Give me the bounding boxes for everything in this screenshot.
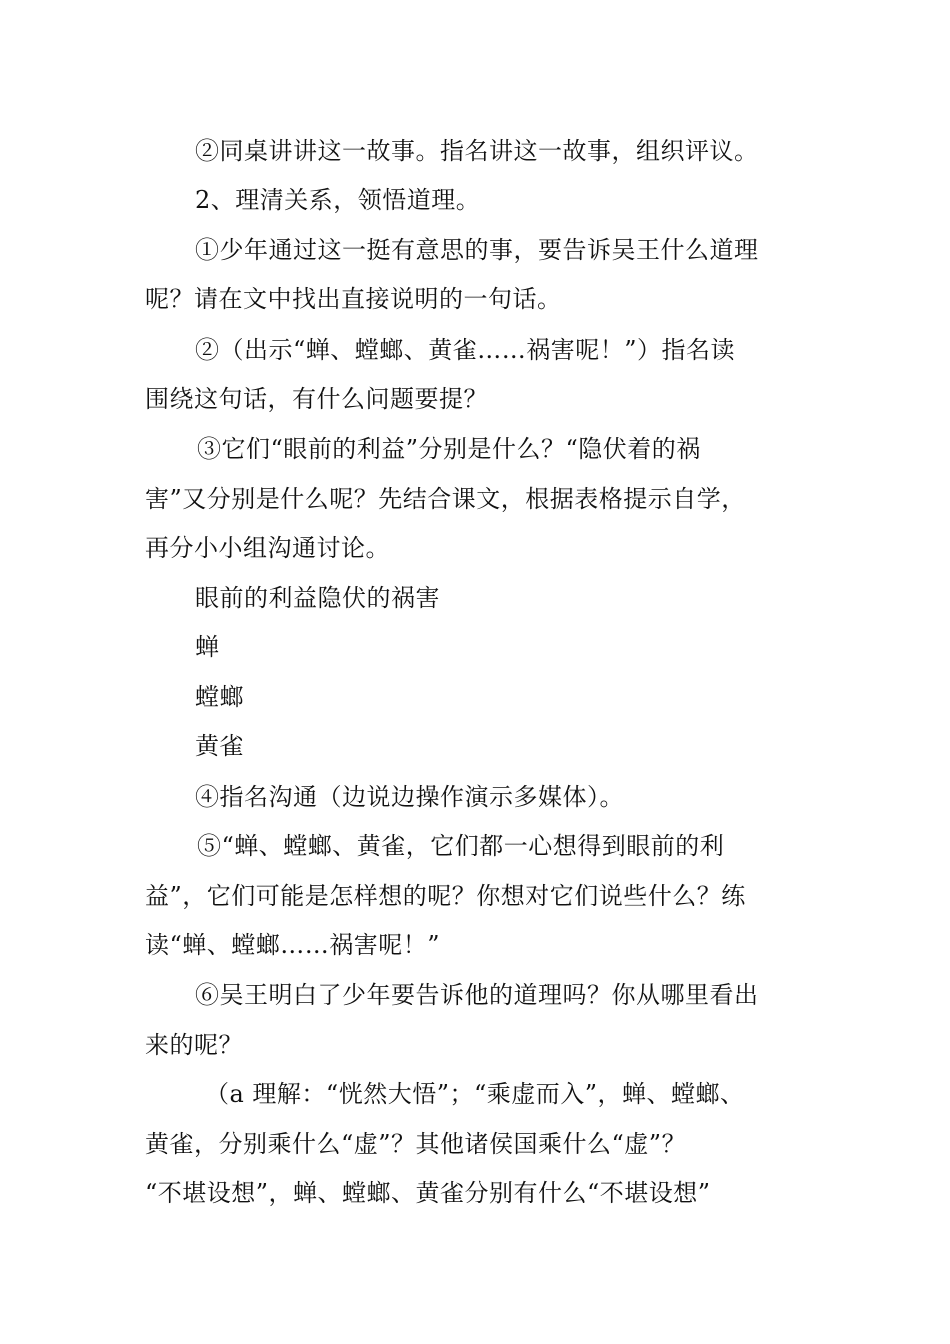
text-line: ②（出示“蝉、螳螂、黄雀……祸害呢！”）指名读 bbox=[195, 336, 736, 364]
text-line: 再分小小组沟通讨论。 bbox=[145, 534, 390, 562]
text-line: ⑤“蝉、螳螂、黄雀，它们都一心想得到眼前的利 bbox=[197, 832, 725, 860]
text-line: ④指名沟通（边说边操作演示多媒体）。 bbox=[195, 783, 624, 811]
text-line: （a 理解：“恍然大悟”；“乘虚而入”，蝉、螳螂、 bbox=[205, 1080, 745, 1108]
text-line: 来的呢？ bbox=[145, 1031, 243, 1059]
text-line: “不堪设想”，蝉、螳螂、黄雀分别有什么“不堪设想” bbox=[145, 1179, 711, 1207]
text-line: 2、理清关系，领悟道理。 bbox=[195, 186, 481, 214]
text-line: 围绕这句话，有什么问题要提？ bbox=[145, 385, 488, 413]
text-line: 读“蝉、螳螂……祸害呢！” bbox=[145, 931, 441, 959]
text-line: ⑥吴王明白了少年要告诉他的道理吗？你从哪里看出 bbox=[195, 981, 759, 1009]
text-line: 黄雀，分别乘什么“虚”？其他诸侯国乘什么“虚”？ bbox=[145, 1130, 687, 1158]
text-line: 害”又分别是什么呢？先结合课文，根据表格提示自学， bbox=[145, 485, 746, 513]
table-row-label: 蝉 bbox=[195, 633, 220, 661]
text-line: ①少年通过这一挺有意思的事，要告诉吴王什么道理 bbox=[195, 236, 759, 264]
table-row-label: 螳螂 bbox=[195, 683, 244, 711]
text-line: 呢？请在文中找出直接说明的一句话。 bbox=[145, 285, 562, 313]
text-line: 益”，它们可能是怎样想的呢？你想对它们说些什么？练 bbox=[145, 882, 746, 910]
text-line: ②同桌讲讲这一故事。指名讲这一故事，组织评议。 bbox=[195, 137, 759, 165]
table-header-line: 眼前的利益隐伏的祸害 bbox=[195, 584, 440, 612]
text-line: ③它们“眼前的利益”分别是什么？“隐伏着的祸 bbox=[197, 435, 701, 463]
table-row-label: 黄雀 bbox=[195, 732, 244, 760]
